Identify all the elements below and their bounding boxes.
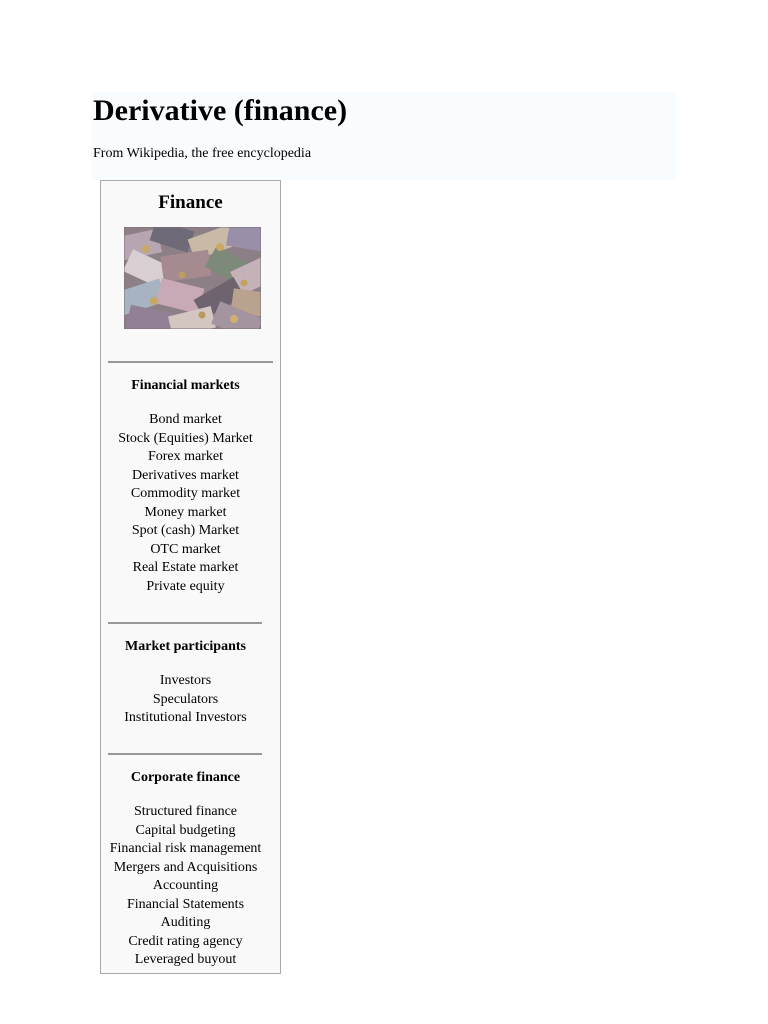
list-item[interactable]: Investors <box>159 673 212 688</box>
section-title-financial-markets: Financial markets <box>131 378 240 393</box>
list-item[interactable]: Money market <box>144 504 227 520</box>
section-title-corporate-finance: Corporate finance <box>130 770 241 785</box>
list-item[interactable]: Mergers and Acquisitions <box>113 859 258 875</box>
section-title-market-participants: Market participants <box>125 639 246 654</box>
list-item[interactable]: Spot (cash) Market <box>131 523 240 538</box>
list-item[interactable]: Financial risk management <box>109 841 262 856</box>
market-participants-list <box>93 672 278 728</box>
finance-infobox <box>100 180 281 974</box>
list-item[interactable]: Commodity market <box>130 486 241 501</box>
list-item[interactable]: Bond market <box>149 412 222 427</box>
list-item[interactable]: Capital budgeting <box>135 822 236 838</box>
list-item[interactable]: Speculators <box>152 691 219 707</box>
financial-markets-list <box>93 411 278 596</box>
list-item[interactable]: Structured finance <box>133 804 237 819</box>
banknotes-image[interactable] <box>124 227 261 329</box>
list-item[interactable]: Private equity <box>146 578 225 594</box>
article-header <box>91 92 677 180</box>
list-item[interactable]: Real Estate market <box>132 560 239 575</box>
banknotes-illustration <box>124 227 261 329</box>
corporate-finance-list <box>93 803 278 970</box>
separator-2 <box>108 622 262 624</box>
separator-3 <box>108 753 262 755</box>
list-item[interactable]: Accounting <box>152 878 219 893</box>
infobox-title: Finance <box>158 192 223 213</box>
list-item[interactable]: Credit rating agency <box>128 933 243 949</box>
page-title: Derivative (finance) <box>93 94 348 127</box>
list-item[interactable]: Stock (Equities) Market <box>118 430 253 446</box>
list-item[interactable]: Financial Statements <box>126 896 245 912</box>
list-item[interactable]: Institutional Investors <box>124 710 247 725</box>
list-item[interactable]: Derivatives market <box>132 467 239 483</box>
list-item[interactable]: Leveraged buyout <box>134 952 237 967</box>
list-item[interactable]: Forex market <box>147 449 224 464</box>
list-item[interactable]: Auditing <box>160 915 211 930</box>
list-item[interactable]: OTC market <box>150 541 221 557</box>
page-tagline: From Wikipedia, the free encyclopedia <box>93 146 312 161</box>
separator-1 <box>108 361 273 363</box>
